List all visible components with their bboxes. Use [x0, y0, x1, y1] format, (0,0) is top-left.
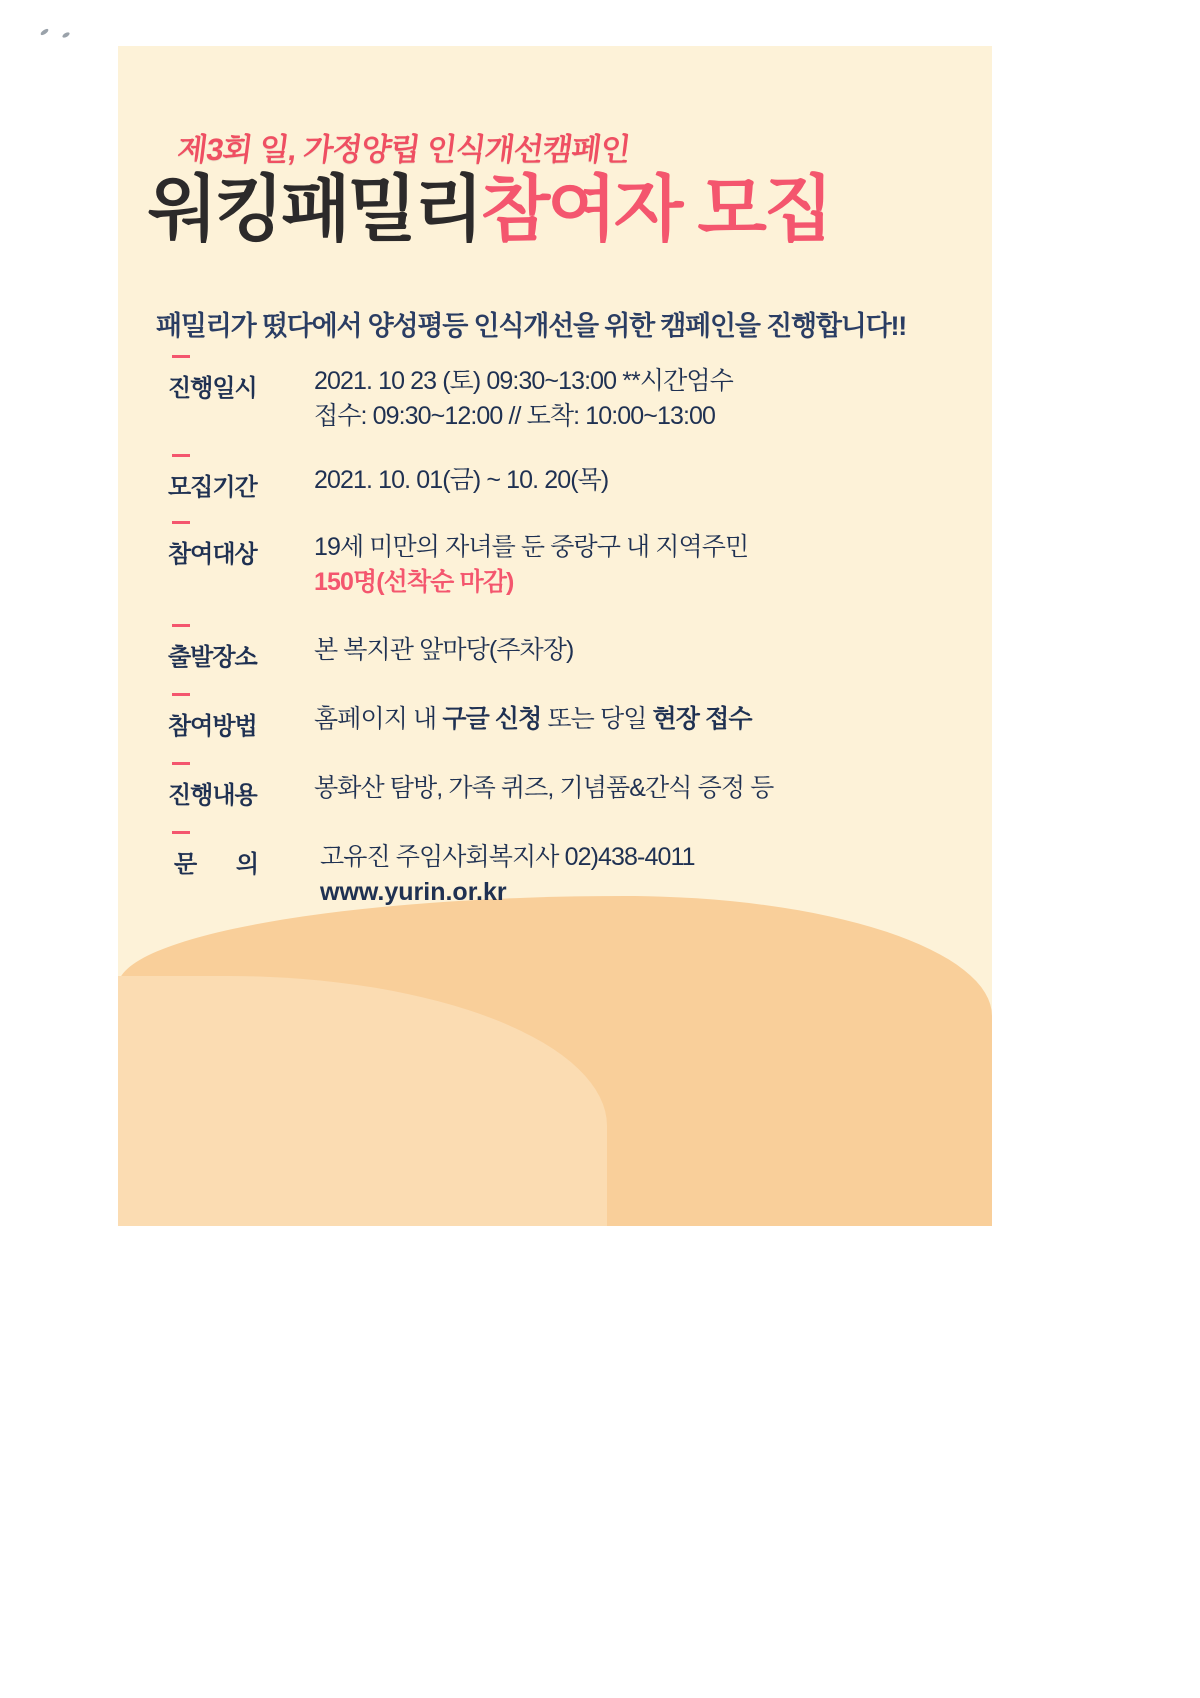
info-value-method-mid: 또는 당일 [541, 705, 653, 733]
info-label-method: 참여방법 [168, 713, 257, 740]
info-row-period [168, 463, 968, 502]
info-label-datetime: 진행일시 [168, 375, 257, 402]
info-value-datetime-line2: 접수: 09:30~12:00 // 도착: 10:00~13:00 [314, 401, 716, 430]
poster-kicker: 제3회 일, 가정양립 인식개선캠페인 [175, 132, 632, 167]
poster-page [118, 46, 992, 1226]
poster-lead-text: 패밀리가 떴다에서 양성평등 인식개선을 위한 캠페인을 진행합니다!! [156, 311, 907, 341]
info-row-method [168, 702, 968, 741]
scan-artifact-mark [40, 28, 50, 36]
page-title-accent: 참여자 모집 [480, 170, 831, 250]
info-list [168, 364, 968, 929]
info-value-program: 봉화산 탐방, 가족 퀴즈, 기념품&간식 증정 등 [314, 774, 774, 802]
dash-marker-icon [172, 693, 190, 696]
info-value-target-line1: 19세 미만의 자녀를 둔 중랑구 내 지역주민 [314, 533, 749, 561]
info-value-method-bold-onsite: 현장 접수 [652, 705, 752, 733]
dash-marker-icon [172, 831, 190, 834]
info-value-contact-website[interactable]: www.yurin.or.kr [320, 877, 507, 906]
info-row-departure-place [168, 633, 968, 672]
info-value-method [314, 702, 752, 737]
info-value-contact-person: 고유진 주임사회복지사 02)438-4011 [320, 843, 695, 871]
info-value-departure-place: 본 복지관 앞마당(주차장) [314, 636, 574, 664]
info-label-contact: 문 의 [174, 851, 276, 878]
dash-marker-icon [172, 355, 190, 358]
info-value-period: 2021. 10. 01(금) ~ 10. 20(목) [314, 466, 609, 494]
info-value-method-pre: 홈페이지 내 [314, 705, 443, 733]
info-label-departure-place: 출발장소 [168, 644, 257, 671]
info-row-target [168, 530, 968, 599]
info-value-datetime [314, 364, 733, 433]
info-label-period: 모집기간 [168, 474, 257, 501]
scan-artifact-mark [62, 31, 71, 38]
info-value-method-bold-google: 구글 신청 [442, 705, 542, 733]
info-value-target-capacity: 150명(선착순 마감) [314, 567, 514, 596]
info-value-datetime-line1: 2021. 10 23 (토) 09:30~13:00 **시간엄수 [314, 367, 733, 395]
dash-marker-icon [172, 624, 190, 627]
info-value-target [314, 530, 748, 599]
dash-marker-icon [172, 454, 190, 457]
info-value-contact [320, 840, 695, 909]
page-title [148, 170, 831, 250]
info-row-datetime [168, 364, 968, 433]
info-row-program [168, 771, 968, 810]
info-row-contact [168, 840, 968, 909]
page-title-primary: 워킹패밀리 [148, 170, 481, 250]
dash-marker-icon [172, 521, 190, 524]
info-label-program: 진행내용 [168, 782, 257, 809]
info-label-target: 참여대상 [168, 541, 257, 568]
dash-marker-icon [172, 762, 190, 765]
